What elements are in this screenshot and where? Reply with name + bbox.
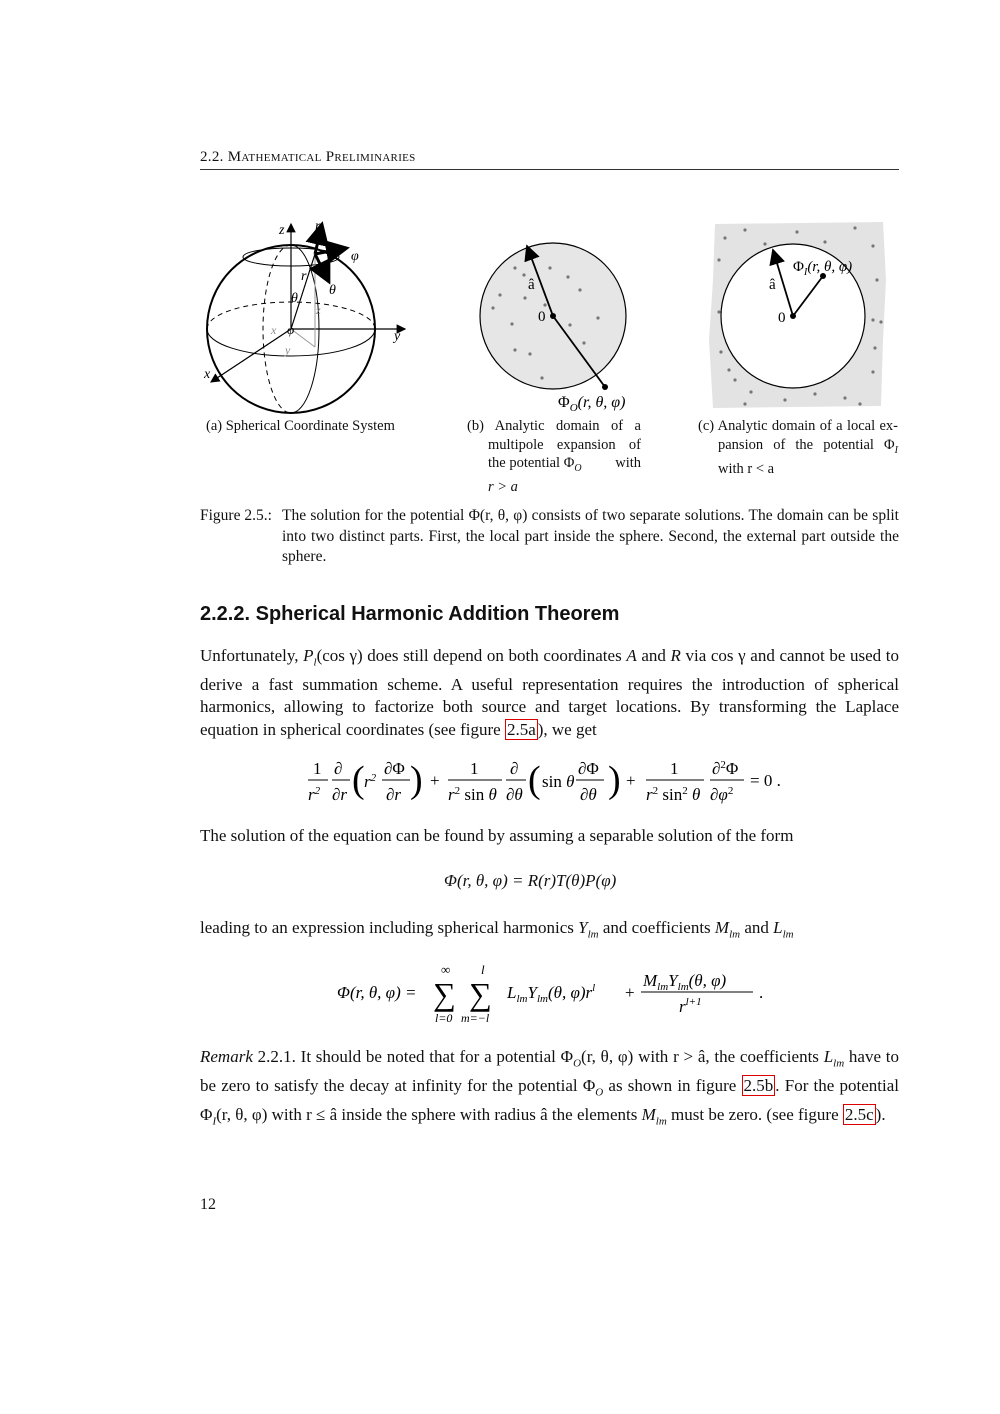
- svg-text:): ): [410, 759, 423, 801]
- section-heading: 2.2.2. Spherical Harmonic Addition Theorem: [200, 603, 620, 625]
- label-x-inner: x: [271, 323, 277, 337]
- svg-text:(: (: [352, 759, 365, 801]
- header-number: 2.2.: [200, 149, 224, 165]
- figure-caption-text: The solution for the potential Φ(r, θ, φ) consists of two separate solutions. The domain can be split into two distinct parts. First, the local part inside the sphere. Second, the external part outside the sphere.: [282, 507, 899, 565]
- svg-text:∂r: ∂r: [332, 785, 348, 804]
- svg-text:1: 1: [470, 759, 479, 778]
- label-z: z: [279, 223, 285, 238]
- caption-a: (a) Spherical Coordinate System: [206, 418, 395, 434]
- origin-point: [550, 313, 556, 319]
- svg-text:∑: ∑: [469, 976, 492, 1012]
- label-origin: 0: [538, 309, 546, 325]
- svg-text:MlmYlm(θ, φ): $M_{lm}Y_{lm}(\theta$, φ): [643, 971, 727, 993]
- label-phi-i: $\Phi_I(r$, θ, φ): [793, 259, 853, 278]
- header-rule: [200, 169, 899, 170]
- svg-text:∂Φ: ∂Φ: [578, 759, 599, 778]
- svg-text:∂: ∂: [510, 759, 519, 778]
- label-y: y: [394, 329, 401, 344]
- paragraph-2: The solution of the equation can be found by assuming a separable solution of the form: [200, 826, 794, 845]
- svg-text:+: +: [625, 983, 635, 1002]
- ref-figure-2-5b[interactable]: 2.5b: [743, 1075, 774, 1095]
- svg-text:.: .: [759, 983, 764, 1002]
- label-z-inner: z: [316, 303, 321, 317]
- ref-figure-2-5a[interactable]: 2.5a: [506, 719, 536, 739]
- laplace-equation: [300, 752, 800, 810]
- svg-text:Φ(r, θ, φ) =: Φ(r, θ, φ) =: [337, 983, 417, 1002]
- caption-b: (b) Analytic domain of a multipole expansion of the potential $\Phi_O$ with r > a: [467, 418, 641, 496]
- separable-equation: Φ(r, θ, φ) = R(r)T(θ)P(φ): [444, 871, 617, 890]
- phi-o-point: [602, 384, 608, 390]
- svg-text:∂θ: ∂θ: [506, 785, 523, 804]
- svg-text:r2 sin2 θ: $r^2$ $\sin^2 \theta$: [646, 785, 701, 804]
- paragraph-3: leading to an expression including spherical harmonics $Y_{lm}$ and coefficients $M_{lm}$ and $L_{lm}$: [200, 918, 794, 941]
- svg-text:+: +: [430, 771, 440, 790]
- label-r: r: [301, 269, 307, 284]
- label-phi-e: φ: [351, 249, 359, 264]
- figure-c-diagram: [705, 220, 890, 410]
- svg-text:∂r: ∂r: [386, 785, 402, 804]
- label-x: x: [204, 367, 211, 382]
- paragraph-1: Unfortunately, $P_l(\cos$ γ) does still depend on both coordinates A and R via cos γ and cannot be used to derive a fast summation scheme. A useful representation requires the introduction of spherical harmonics, allowing to factorize both source and target locations. By transforming the Laplace equation in spherical coordinates (see figure 2.5a ), we get: [200, 646, 900, 739]
- svg-text:l: l: [481, 962, 485, 977]
- page-number: 12: [200, 1196, 216, 1213]
- svg-text:): ): [608, 759, 621, 801]
- svg-text:∂φ2: $\partial\varphi^2$: [710, 785, 734, 804]
- svg-text:∞: ∞: [441, 962, 451, 977]
- figure-b-diagram: [470, 230, 660, 415]
- svg-text:+: +: [626, 771, 636, 790]
- svg-text:l=0: l=0: [435, 1011, 453, 1025]
- label-r-e: r: [315, 219, 321, 234]
- svg-text:∑: ∑: [433, 976, 456, 1012]
- figure-a-sphere-diagram: [195, 212, 420, 417]
- figure-caption-label: Figure 2.5.:: [200, 507, 272, 524]
- theta-e-vector: [315, 254, 329, 282]
- svg-text:∂: ∂: [334, 759, 343, 778]
- svg-text:m=−l: m=−l: [461, 1011, 490, 1025]
- svg-text:∂Φ: ∂Φ: [384, 759, 405, 778]
- running-header: [200, 149, 899, 166]
- laplace-rhs: = 0 .: [750, 771, 781, 790]
- svg-text:sin θ: sin θ: [542, 772, 575, 791]
- label-phi-o: $\Phi_O(r$, θ, φ): [558, 394, 626, 414]
- figure-caption: [200, 506, 899, 568]
- label-origin: 0: [778, 310, 786, 326]
- svg-text:rl+1: $r^{l+1}$: [679, 996, 702, 1016]
- svg-text:r2: $r^2$: [308, 785, 321, 804]
- label-theta-e: θ: [329, 283, 336, 298]
- ref-figure-2-5c[interactable]: 2.5c: [844, 1104, 874, 1124]
- label-a-hat: â: [528, 277, 535, 293]
- header-title: Mathematical Preliminaries: [227, 149, 416, 165]
- label-theta: θ: [291, 291, 298, 306]
- expansion-equation: [335, 958, 775, 1028]
- label-a-hat: â: [769, 277, 776, 293]
- label-y-inner: y: [285, 343, 291, 357]
- label-phi: φ: [287, 322, 295, 337]
- svg-text:1: 1: [670, 759, 679, 778]
- origin-point: [790, 313, 796, 319]
- svg-text:r2 sin θ: $r^2$ sin θ: [448, 785, 497, 804]
- caption-c: (c) Analytic domain of a local ex- pansion of the potential $\Phi_I$ with r < a: [698, 418, 898, 477]
- remark-paragraph: Remark 2.2.1. It should be noted that for a potential $\Phi_O(r$, θ, φ) with r > â, the coefficients $L_{lm}$ have to be zero to satisfy the decay at infinity for the potential $\Phi_O$ as shown in figure 2.5b . For the potential $\Phi_I(r$, θ, φ) with r ≤ â inside the sphere with radius â the elements $M_{lm}$ must be zero. (see figure 2.5c ).: [200, 1047, 899, 1128]
- svg-text:(: (: [528, 759, 541, 801]
- svg-text:LlmYlm(θ, φ)rl: $L_{lm}Y_{lm}(\theta$, $\varphi)r^l$: [507, 982, 596, 1005]
- svg-text:r2: $r^2$: [364, 772, 377, 791]
- svg-text:∂2Φ: ∂$^2$Φ: [712, 759, 739, 778]
- svg-text:1: 1: [313, 759, 322, 778]
- svg-text:∂θ: ∂θ: [580, 785, 597, 804]
